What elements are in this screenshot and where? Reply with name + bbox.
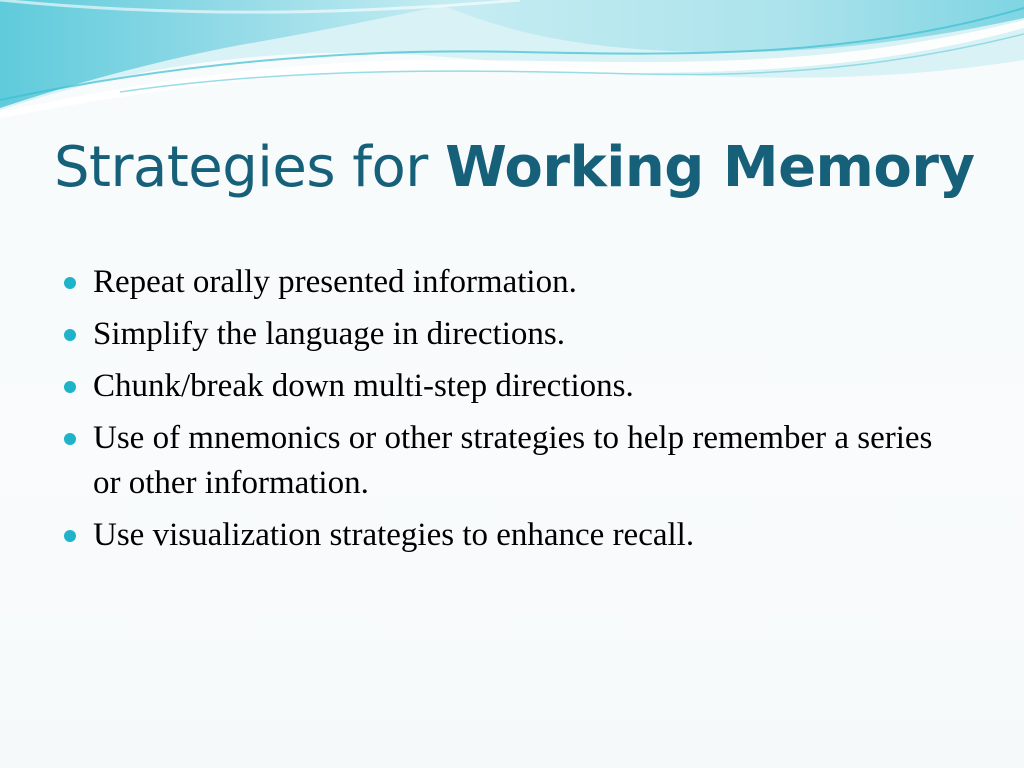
bullet-dot-icon [64, 381, 76, 393]
bullet-item [64, 513, 964, 558]
bullet-text: Simplify the language in directions. [93, 316, 565, 352]
bullet-item [64, 364, 964, 409]
bullet-text: Repeat orally presented information. [93, 264, 577, 300]
wave-header-decoration [0, 0, 1024, 120]
bullet-text: Chunk/break down multi-step directions. [93, 368, 634, 404]
slide-title-regular: Strategies for [54, 135, 446, 200]
slide-title-bold: Working Memory [445, 135, 975, 200]
bullet-dot-icon [64, 329, 76, 341]
bullet-dot-icon [64, 530, 76, 542]
bullet-list [64, 260, 964, 565]
slide-title [54, 128, 994, 208]
bullet-text: Use of mnemonics or other strategies to help remember a series or other information. [93, 420, 933, 501]
bullet-item [64, 312, 964, 357]
bullet-dot-icon [64, 277, 76, 289]
bullet-item [64, 416, 964, 506]
bullet-item [64, 260, 964, 305]
bullet-text: Use visualization strategies to enhance recall. [93, 517, 695, 553]
bullet-dot-icon [64, 433, 76, 445]
